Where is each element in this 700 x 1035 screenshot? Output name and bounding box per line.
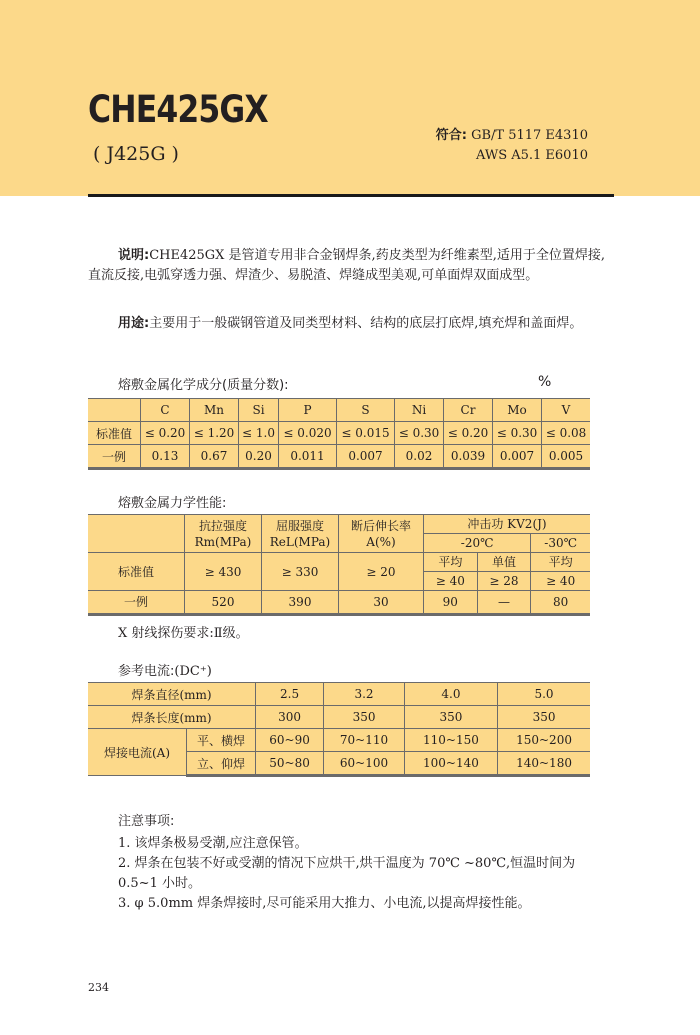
table-cell: 0.007 [493, 445, 542, 469]
impact-temp-m20: -20℃ [424, 534, 531, 553]
xray-requirement: X 射线探伤要求:Ⅱ级。 [118, 626, 249, 641]
table-cell: 0.67 [190, 445, 239, 469]
table-cell: ≤ 0.20 [444, 422, 493, 445]
table-cell: 350 [404, 706, 497, 729]
table-cell: ≥ 40 [424, 572, 478, 591]
mechanical-table [88, 514, 590, 616]
table-cell: 焊条长度(mm) [88, 706, 256, 729]
current-heading: 参考电流: [118, 664, 175, 679]
table-cell [262, 515, 339, 553]
yield-header: 屈服强度 [275, 518, 324, 533]
table-cell: 60~90 [256, 729, 324, 752]
table-row [88, 515, 590, 534]
table-cell: 单值 [477, 553, 531, 572]
table-cell: ≤ 0.30 [493, 422, 542, 445]
table-cell: 标准值 [88, 422, 141, 445]
table-row [88, 445, 590, 469]
table-cell: Mn [190, 399, 239, 422]
table-row [88, 591, 590, 615]
table-cell: ≤ 1.20 [190, 422, 239, 445]
table-cell: 80 [531, 591, 590, 615]
table-cell: 焊接电流(A) [88, 729, 187, 776]
table-row [88, 729, 590, 752]
tensile-unit: Rm(MPa) [194, 534, 252, 549]
notes-section [118, 812, 588, 914]
description-label: 说明: [118, 248, 150, 263]
table-cell: 350 [498, 706, 590, 729]
table-cell: ≤ 1.0 [239, 422, 279, 445]
mechanical-heading: 熔敷金属力学性能: [118, 496, 227, 511]
standard-gb: GB/T 5117 E4310 [471, 128, 588, 143]
table-cell [185, 515, 262, 553]
table-cell: Cr [444, 399, 493, 422]
table-cell: 0.011 [279, 445, 337, 469]
table-cell: ≤ 0.30 [395, 422, 444, 445]
note-item: 1. 该焊条极易受潮,应注意保管。 [118, 836, 308, 851]
table-cell: 一例 [88, 591, 185, 615]
notes-heading: 注意事项: [118, 814, 175, 829]
table-cell: ≥ 20 [339, 553, 424, 591]
table-cell: 150~200 [498, 729, 590, 752]
table-cell: ≤ 0.08 [542, 422, 591, 445]
table-cell: ≥ 330 [262, 553, 339, 591]
current-polarity: (DC⁺) [174, 664, 212, 679]
usage-text: 主要用于一般碳钢管道及同类型材料、结构的底层打底焊,填充焊和盖面焊。 [149, 316, 583, 331]
table-cell: ≤ 0.015 [337, 422, 395, 445]
table-cell: Ni [395, 399, 444, 422]
chemistry-table [88, 398, 590, 470]
table-cell: 3.2 [324, 683, 405, 706]
impact-header: 冲击功 KV2(J) [424, 515, 591, 534]
table-cell: 110~150 [404, 729, 497, 752]
table-cell: S [337, 399, 395, 422]
table-cell [88, 399, 141, 422]
table-cell: V [542, 399, 591, 422]
table-cell: 300 [256, 706, 324, 729]
product-subtitle: ( J425G ) [93, 143, 179, 165]
product-title: CHE425GX [88, 88, 268, 131]
table-cell: ≤ 0.20 [141, 422, 190, 445]
table-cell: ≥ 430 [185, 553, 262, 591]
elongation-unit: A(%) [366, 534, 396, 549]
chemistry-heading: 熔敷金属化学成分(质量分数): [118, 378, 289, 393]
table-cell: 平均 [424, 553, 478, 572]
table-cell: 0.007 [337, 445, 395, 469]
table-row [88, 399, 590, 422]
table-cell: 平、横焊 [187, 729, 256, 752]
elongation-header: 断后伸长率 [350, 518, 411, 533]
note-item: 3. φ 5.0mm 焊条焊接时,尽可能采用大推力、小电流,以提高焊接性能。 [118, 896, 531, 911]
table-row [88, 553, 590, 572]
table-cell: 立、仰焊 [187, 752, 256, 776]
table-cell: 0.005 [542, 445, 591, 469]
table-cell: 90 [424, 591, 478, 615]
description-text: CHE425GX 是管道专用非合金钢焊条,药皮类型为纤维素型,适用于全位置焊接,直流反接,电弧穿透力强、焊渣少、易脱渣、焊缝成型美观,可单面焊双面成型。 [88, 248, 605, 283]
note-item: 2. 焊条在包装不好或受潮的情况下应烘干,烘干温度为 70℃ ~80℃,恒温时间为 0.5~1 小时。 [118, 856, 576, 891]
table-cell: 平均 [531, 553, 590, 572]
table-cell: C [141, 399, 190, 422]
table-row [88, 422, 590, 445]
standards-block [436, 126, 588, 166]
table-cell: 30 [339, 591, 424, 615]
current-heading-line [118, 660, 212, 679]
header-rule [88, 194, 614, 197]
table-cell: 60~100 [324, 752, 405, 776]
table-cell: 520 [185, 591, 262, 615]
impact-temp-m30: -30℃ [531, 534, 590, 553]
table-cell: ≤ 0.020 [279, 422, 337, 445]
table-cell: ≥ 40 [531, 572, 590, 591]
table-cell: 100~140 [404, 752, 497, 776]
table-cell: 50~80 [256, 752, 324, 776]
current-table [88, 682, 590, 777]
yield-unit: ReL(MPa) [269, 534, 331, 549]
table-cell: 标准值 [88, 553, 185, 591]
description-paragraph [88, 246, 614, 286]
table-cell: 0.02 [395, 445, 444, 469]
table-cell: 0.20 [239, 445, 279, 469]
table-cell: ≥ 28 [477, 572, 531, 591]
table-cell: 0.13 [141, 445, 190, 469]
standards-label: 符合: [435, 128, 467, 143]
table-cell: 140~180 [498, 752, 590, 776]
table-cell: — [477, 591, 531, 615]
table-cell: Si [239, 399, 279, 422]
usage-label: 用途: [118, 316, 150, 331]
table-cell: 0.039 [444, 445, 493, 469]
table-cell: 焊条直径(mm) [88, 683, 256, 706]
table-cell: 350 [324, 706, 405, 729]
chemistry-unit: % [538, 374, 552, 390]
table-row [88, 706, 590, 729]
table-cell [339, 515, 424, 553]
table-cell: 390 [262, 591, 339, 615]
table-cell: P [279, 399, 337, 422]
table-cell: 一例 [88, 445, 141, 469]
table-cell: 70~110 [324, 729, 405, 752]
usage-paragraph [88, 314, 614, 334]
table-cell [88, 515, 185, 553]
page-number: 234 [88, 981, 109, 994]
table-cell: 4.0 [404, 683, 497, 706]
tensile-header: 抗拉强度 [198, 518, 247, 533]
table-cell: Mo [493, 399, 542, 422]
table-cell: 5.0 [498, 683, 590, 706]
standard-aws: AWS A5.1 E6010 [475, 148, 588, 163]
table-cell: 2.5 [256, 683, 324, 706]
table-row [88, 683, 590, 706]
